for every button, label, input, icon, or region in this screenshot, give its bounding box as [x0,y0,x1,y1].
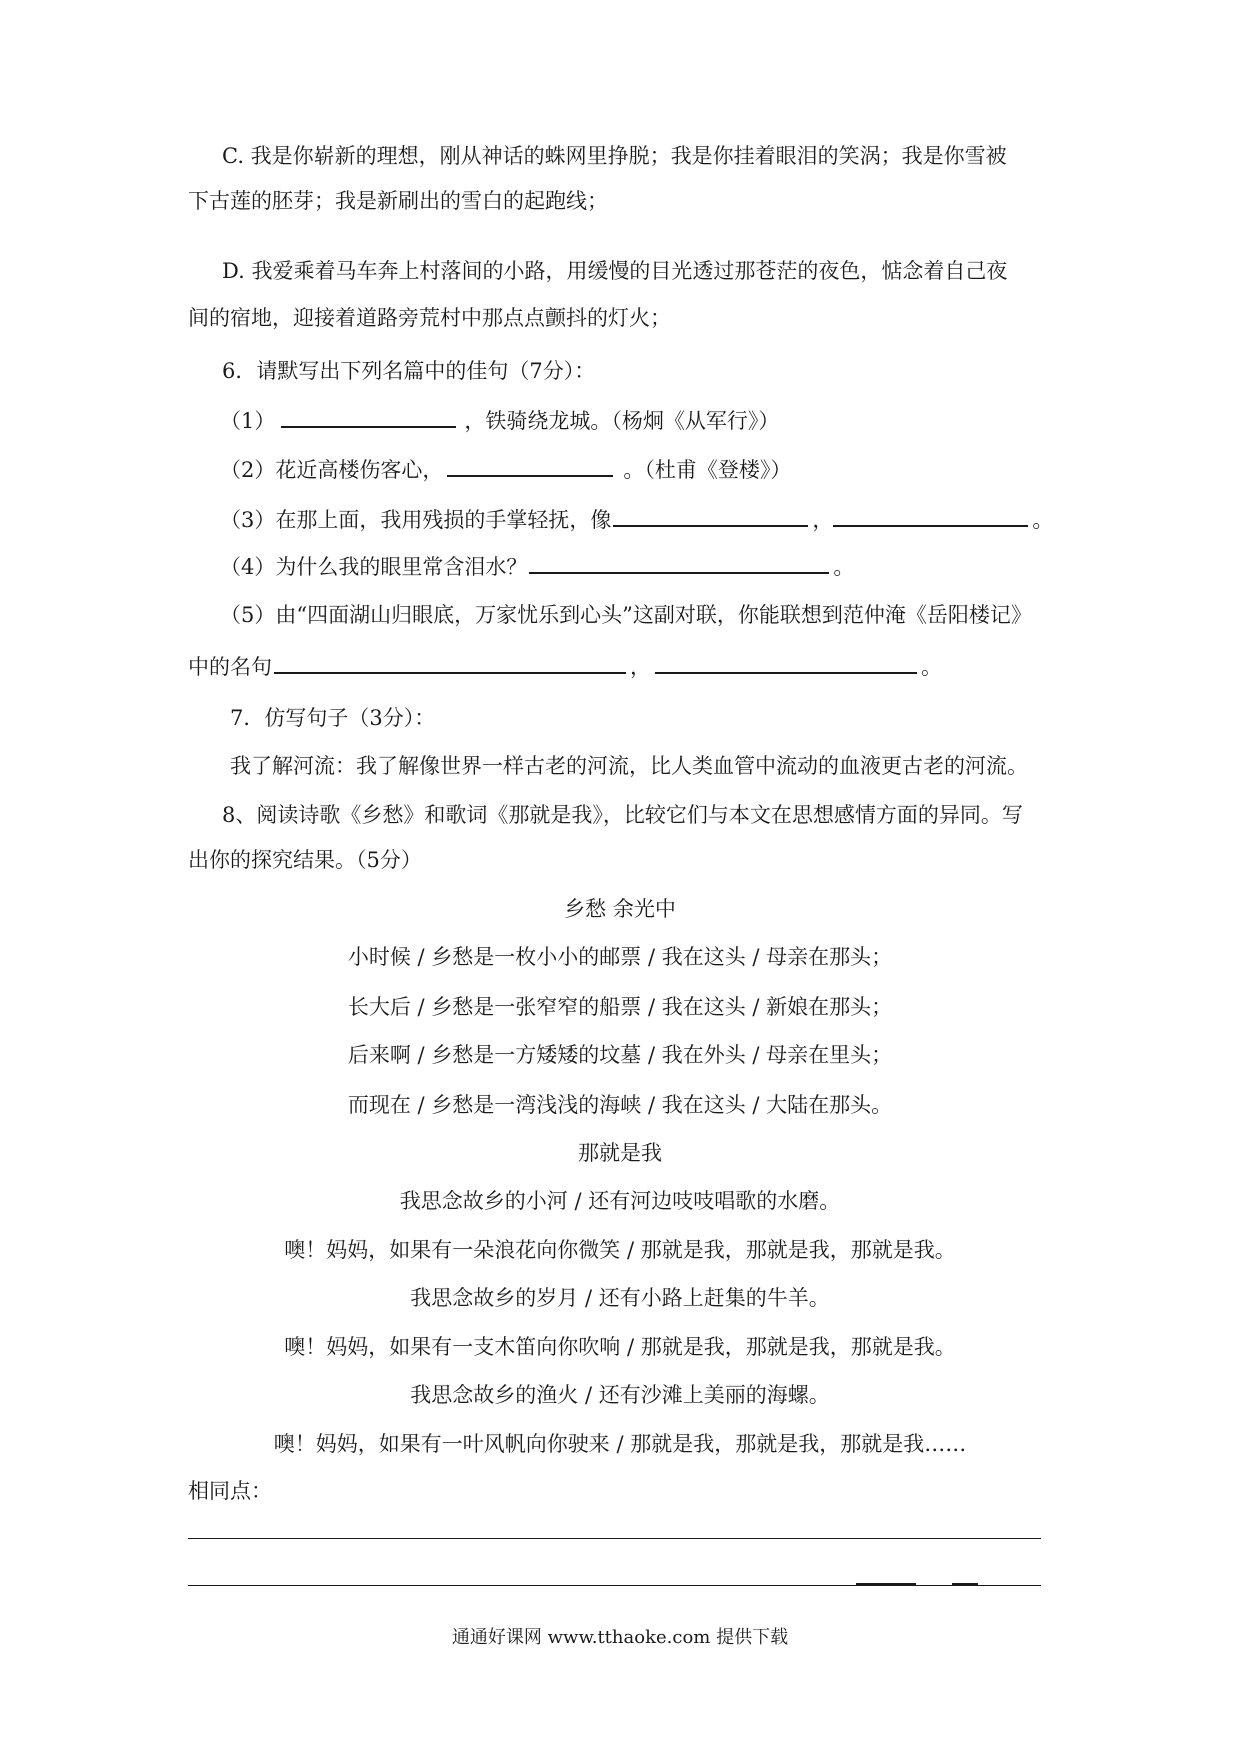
question-7-title: 7．仿写句子（3分）： [230,706,436,730]
q6-item-1-blank[interactable] [281,404,456,428]
q6-item-1-tail: ，铁骑绕龙城。（杨炯《从军行》） [464,409,780,433]
q6-item-3-head: （3）在那上面，我用残损的手掌轻抚，像 [220,508,612,532]
q6-item-4 [220,550,854,582]
q6-item-4-head: （4）为什么我的眼里常含泪水？ [220,555,528,579]
q6-item-3-blank-b[interactable] [833,503,1028,527]
q6-item-2-tail: 。（杜甫《登楼》） [623,458,792,482]
poem-2-line: 噢！妈妈，如果有一叶风帆向你驶来 / 那就是我，那就是我，那就是我…… [273,1432,967,1456]
answer-line-1[interactable] [188,1538,1041,1539]
q6-item-5-tail: 。 [921,655,942,679]
poem-2-title: 那就是我 [578,1141,662,1165]
q6-item-2-blank[interactable] [447,453,613,477]
q6-item-1-number: （1） [220,409,276,433]
q6-item-3-blank-a[interactable] [613,503,808,527]
option-c-line2: 下古莲的胚芽；我是新刷出的雪白的起跑线； [188,189,608,213]
footer-text: 通通好课网 www.tthaoke.com 提供下载 [451,1627,789,1648]
poem-2-line: 我思念故乡的渔火 / 还有沙滩上美丽的海螺。 [410,1383,830,1407]
poem-1-line: 而现在 / 乡愁是一湾浅浅的海峡 / 我在这头 / 大陆在那头。 [347,1093,893,1117]
same-points-label: 相同点： [188,1479,272,1503]
question-7-example: 我了解河流：我了解像世界一样古老的河流，比人类血管中流动的血液更古老的河流。 [230,754,1028,778]
q6-item-2 [220,453,791,485]
option-d-line2: 间的宿地，迎接着道路旁荒村中那点点颤抖的灯火； [188,306,671,330]
q6-item-5-separator: ， [630,655,651,679]
poem-2-line: 我思念故乡的岁月 / 还有小路上赶集的牛羊。 [410,1286,830,1310]
question-6-title: 6．请默写出下列名篇中的佳句（7分）： [222,359,596,383]
poem-1-title: 乡愁 余光中 [564,897,676,921]
poem-1-line: 长大后 / 乡愁是一张窄窄的船票 / 我在这头 / 新娘在那头； [347,995,893,1019]
q6-item-3-separator: ， [812,508,834,532]
q6-item-1 [220,404,779,436]
poem-2-line: 噢！妈妈，如果有一支木笛向你吹响 / 那就是我，那就是我，那就是我。 [284,1335,956,1359]
q6-item-3 [220,503,1053,535]
answer-line-mark [952,1583,978,1585]
q6-item-3-tail: 。 [1032,508,1054,532]
q6-item-2-head: （2）花近高楼伤客心， [220,458,444,482]
answer-line-2[interactable] [188,1585,1041,1586]
poem-2-line: 噢！妈妈，如果有一朵浪花向你微笑 / 那就是我，那就是我，那就是我。 [284,1238,956,1262]
q6-item-4-tail: 。 [833,555,855,579]
poem-2-line: 我思念故乡的小河 / 还有河边吱吱唱歌的水磨。 [399,1189,841,1213]
poem-1-line: 后来啊 / 乡愁是一方矮矮的坟墓 / 我在外头 / 母亲在里头； [347,1043,893,1067]
q6-item-5-blank-a[interactable] [274,650,626,674]
q6-item-5-line1: （5）由“四面湖山归眼底，万家忧乐到心头”这副对联，你能联想到范仲淹《岳阳楼记》 [220,603,1032,627]
option-c-line1: C. 我是你崭新的理想，刚从神话的蛛网里挣脱；我是你挂着眼泪的笑涡；我是你雪被 [222,144,1007,168]
poem-1-line: 小时候 / 乡愁是一枚小小的邮票 / 我在这头 / 母亲在那头； [347,945,893,969]
q6-item-5-blank-b[interactable] [655,650,917,674]
q6-item-4-blank[interactable] [529,550,829,574]
question-8-line2: 出你的探究结果。（5分） [188,848,422,872]
question-8-line1: 8、阅读诗歌《乡愁》和歌词《那就是我》，比较它们与本文在思想感情方面的异同。写 [222,803,1023,827]
q6-item-5-line2 [188,650,942,682]
answer-line-mark [856,1583,916,1585]
option-d-line1: D. 我爱乘着马车奔上村落间的小路，用缓慢的目光透过那苍茫的夜色，惦念着自己夜 [222,259,1008,283]
q6-item-5-head: 中的名句 [188,655,272,679]
